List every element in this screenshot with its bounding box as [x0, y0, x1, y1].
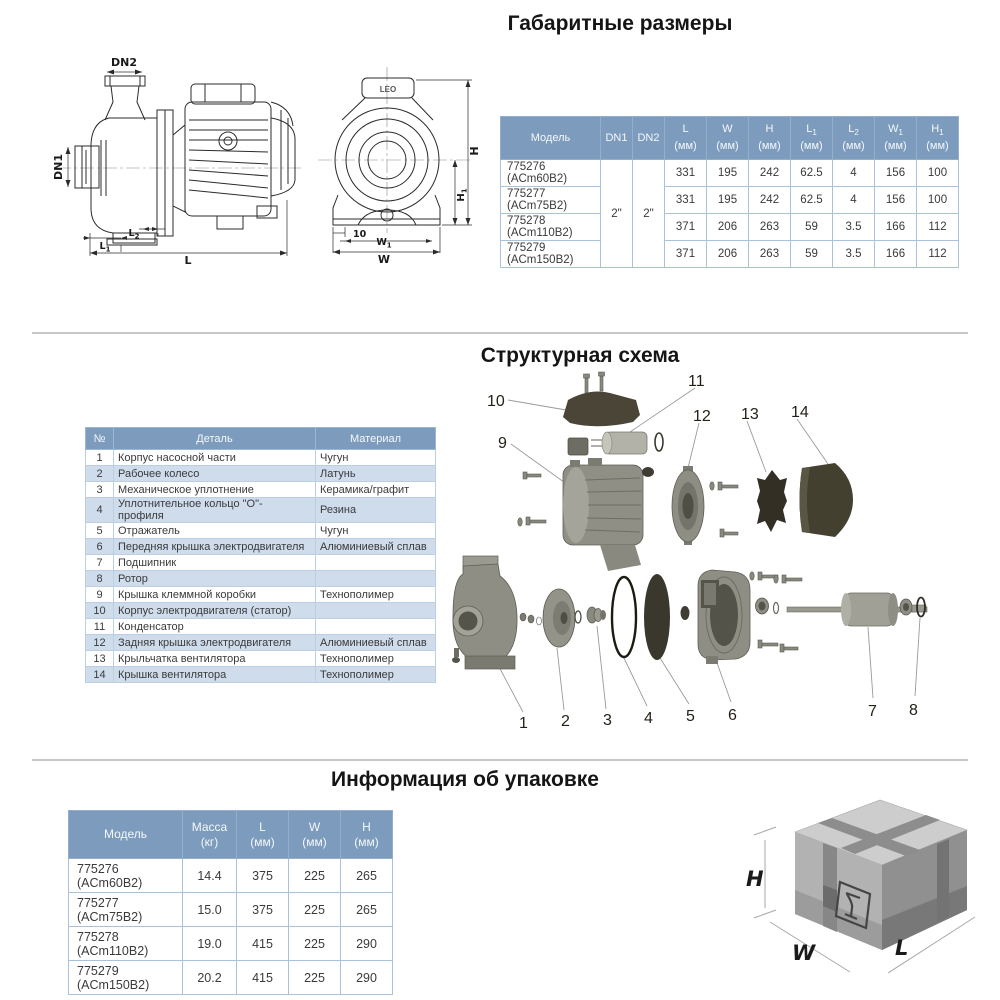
- part-label-8: 8: [909, 702, 918, 719]
- part-name-cell: Уплотнительное кольцо "О"- профиля: [114, 498, 316, 523]
- l1-label: $L_1$: [99, 241, 111, 254]
- part-name-cell: Крыльчатка вентилятора: [114, 651, 316, 667]
- table-row: [501, 160, 959, 187]
- part-name-cell: Ротор: [114, 571, 316, 587]
- value-cell: 206: [707, 241, 749, 268]
- value-cell: 19.0: [183, 927, 237, 961]
- section-divider: [32, 332, 968, 334]
- parts-header-row: [86, 428, 436, 450]
- model-cell: 775277 (ACm75B2): [69, 893, 183, 927]
- dn2-label: DN2: [111, 56, 137, 69]
- part-number-labels: [487, 373, 918, 732]
- col-dn1: DN1: [601, 117, 633, 160]
- spacer: [681, 606, 690, 620]
- col-model: Модель: [501, 117, 601, 160]
- model-cell: 775278 (ACm110B2): [501, 214, 601, 241]
- width-dimensions: [333, 227, 440, 266]
- section-title-packaging: Информация об упаковке: [331, 768, 599, 791]
- part-material-cell: Технополимер: [316, 587, 436, 603]
- stator-screws: [518, 472, 546, 526]
- value-cell: 3.5: [833, 214, 875, 241]
- part-name-cell: Задняя крышка электродвигателя: [114, 635, 316, 651]
- part-material-cell: Латунь: [316, 466, 436, 482]
- model-cell: 775279 (ACm150B2): [69, 961, 183, 995]
- shaft-ring: [575, 611, 581, 623]
- mechanical-seal: [587, 607, 606, 623]
- value-cell: 290: [341, 961, 393, 995]
- col-l2: $L_2$ (мм): [833, 117, 875, 160]
- part-number-cell: 11: [86, 619, 114, 635]
- pump-body: [75, 118, 157, 245]
- part-label-4: 4: [644, 710, 653, 727]
- table-row: [69, 927, 393, 961]
- value-cell: 59: [791, 241, 833, 268]
- col-w: W (мм): [289, 811, 341, 859]
- rear-cover-bolts: [710, 482, 738, 537]
- terminal-block: [568, 438, 603, 455]
- col-l1: $L_1$ (мм): [791, 117, 833, 160]
- table-row: [501, 214, 959, 241]
- part-number-cell: 9: [86, 587, 114, 603]
- value-cell: 331: [665, 187, 707, 214]
- value-cell: 112: [917, 214, 959, 241]
- package-box-drawing: [740, 790, 990, 995]
- col-number: №: [86, 428, 114, 450]
- stator-body: [563, 458, 654, 571]
- col-h: H (мм): [749, 117, 791, 160]
- table-row: [86, 651, 436, 667]
- pump-front-view-drawing: [320, 45, 485, 265]
- col-l: L (мм): [665, 117, 707, 160]
- capacitor: [602, 432, 663, 454]
- part-name-cell: Корпус насосной части: [114, 450, 316, 466]
- value-cell: 263: [749, 241, 791, 268]
- bearing: [756, 598, 779, 614]
- col-h: H (мм): [341, 811, 393, 859]
- table-row: [69, 961, 393, 995]
- value-cell: 4: [833, 187, 875, 214]
- model-cell: 775276 (ACm60B2): [501, 160, 601, 187]
- front-motor-cover: [698, 570, 750, 664]
- part-name-cell: Крышка вентилятора: [114, 667, 316, 683]
- part-material-cell: Чугун: [316, 450, 436, 466]
- value-cell: 62.5: [791, 160, 833, 187]
- box-h-label: H: [746, 867, 764, 891]
- parts-table-body: [86, 450, 436, 683]
- value-cell: 415: [237, 927, 289, 961]
- section-title-structure: Структурная схема: [480, 344, 680, 367]
- part-name-cell: Механическое уплотнение: [114, 482, 316, 498]
- part-label-9: 9: [498, 435, 507, 452]
- value-cell: 3.5: [833, 241, 875, 268]
- value-cell: 375: [237, 859, 289, 893]
- value-cell: 4: [833, 160, 875, 187]
- part-name-cell: Крышка клеммной коробки: [114, 587, 316, 603]
- value-cell: 415: [237, 961, 289, 995]
- part-number-cell: 13: [86, 651, 114, 667]
- col-material: Материал: [316, 428, 436, 450]
- value-cell: 62.5: [791, 187, 833, 214]
- part-material-cell: [316, 619, 436, 635]
- pump-housing: [452, 556, 517, 669]
- dn1-label: DN1: [52, 154, 65, 180]
- part-material-cell: Технополимер: [316, 651, 436, 667]
- part-number-cell: 6: [86, 539, 114, 555]
- part-name-cell: Рабочее колесо: [114, 466, 316, 482]
- col-part: Деталь: [114, 428, 316, 450]
- table-row: [501, 241, 959, 268]
- part-number-cell: 2: [86, 466, 114, 482]
- table-row: [86, 450, 436, 466]
- part-name-cell: Отражатель: [114, 523, 316, 539]
- col-dn2: DN2: [633, 117, 665, 160]
- part-label-6: 6: [728, 707, 737, 724]
- part-label-10: 10: [487, 393, 505, 410]
- part-number-cell: 14: [86, 667, 114, 683]
- model-cell: 775277 (ACm75B2): [501, 187, 601, 214]
- value-cell: 242: [749, 187, 791, 214]
- value-cell: 166: [875, 241, 917, 268]
- value-cell: 225: [289, 893, 341, 927]
- dn2-dimension: [107, 56, 142, 75]
- table-row: [69, 859, 393, 893]
- part-material-cell: [316, 603, 436, 619]
- part-label-1: 1: [519, 715, 528, 732]
- rotor-shaft: [787, 593, 927, 626]
- terminal-cover-screws: [584, 372, 605, 393]
- dimensions-table: [500, 116, 959, 268]
- col-l: L (мм): [237, 811, 289, 859]
- height-dimensions: [416, 80, 481, 225]
- value-cell: 375: [237, 893, 289, 927]
- section-title-dimensions: Габаритные размеры: [507, 12, 733, 35]
- part-number-cell: 12: [86, 635, 114, 651]
- col-h1: $H_1$ (мм): [917, 117, 959, 160]
- table-row: [86, 667, 436, 683]
- part-name-cell: Передняя крышка электродвигателя: [114, 539, 316, 555]
- o-ring-small: [655, 433, 663, 451]
- table-row: [86, 587, 436, 603]
- packaging-header-row: [69, 811, 393, 859]
- fan-impeller: [757, 470, 787, 532]
- table-row: [501, 187, 959, 214]
- table-row: [86, 539, 436, 555]
- dn1-dimension: [52, 147, 71, 187]
- part-number-cell: 7: [86, 555, 114, 571]
- table-row: [86, 619, 436, 635]
- pump-side-view-drawing: [52, 40, 305, 267]
- table-row: [86, 603, 436, 619]
- value-cell: 100: [917, 187, 959, 214]
- part-label-13: 13: [741, 406, 759, 423]
- table-row: [86, 555, 436, 571]
- value-cell: 331: [665, 160, 707, 187]
- part-number-cell: 4: [86, 498, 114, 523]
- h-label: H: [468, 146, 481, 156]
- part-material-cell: [316, 571, 436, 587]
- motor-body: [157, 84, 295, 236]
- front-casing: [333, 78, 440, 225]
- table-row: [86, 635, 436, 651]
- part-number-cell: 3: [86, 482, 114, 498]
- value-cell: 156: [875, 160, 917, 187]
- table-row: [86, 523, 436, 539]
- part-material-cell: Алюминиевый сплав: [316, 539, 436, 555]
- w1-label: $W_1$: [376, 237, 392, 250]
- part-label-5: 5: [686, 708, 695, 725]
- value-cell: 263: [749, 214, 791, 241]
- rear-motor-cover: [672, 466, 704, 545]
- value-cell: 20.2: [183, 961, 237, 995]
- value-cell: 112: [917, 241, 959, 268]
- col-w1: $W_1$ (мм): [875, 117, 917, 160]
- ten-label: 10: [353, 229, 367, 240]
- part-label-3: 3: [603, 712, 612, 729]
- dimensions-header-row: [501, 117, 959, 160]
- part-number-cell: 5: [86, 523, 114, 539]
- table-row: [86, 466, 436, 482]
- value-cell: 206: [707, 214, 749, 241]
- part-material-cell: Резина: [316, 498, 436, 523]
- part-number-cell: 8: [86, 571, 114, 587]
- value-cell: 195: [707, 187, 749, 214]
- part-label-14: 14: [791, 404, 809, 421]
- part-material-cell: Технополимер: [316, 667, 436, 683]
- value-cell: 225: [289, 961, 341, 995]
- part-material-cell: Алюминиевый сплав: [316, 635, 436, 651]
- col-model: Модель: [69, 811, 183, 859]
- value-cell: 225: [289, 927, 341, 961]
- part-label-2: 2: [561, 713, 570, 730]
- table-row: [86, 571, 436, 587]
- dn2-cell: 2": [633, 160, 665, 268]
- strap: [937, 839, 949, 922]
- section-divider: [32, 759, 968, 761]
- o-ring: [612, 577, 636, 657]
- value-cell: 59: [791, 214, 833, 241]
- part-label-12: 12: [693, 408, 711, 425]
- part-number-cell: 10: [86, 603, 114, 619]
- value-cell: 290: [341, 927, 393, 961]
- impeller: [543, 589, 581, 647]
- value-cell: 166: [875, 214, 917, 241]
- value-cell: 371: [665, 214, 707, 241]
- part-material-cell: [316, 555, 436, 571]
- box-3d: [795, 800, 967, 950]
- value-cell: 265: [341, 859, 393, 893]
- col-mass: Масса (кг): [183, 811, 237, 859]
- part-name-cell: Корпус электродвигателя (статор): [114, 603, 316, 619]
- table-row: [86, 498, 436, 523]
- deflector-disc: [644, 574, 670, 660]
- table-row: [86, 482, 436, 498]
- discharge-port: [105, 76, 145, 120]
- value-cell: 195: [707, 160, 749, 187]
- model-cell: 775276 (ACm60B2): [69, 859, 183, 893]
- part-number-cell: 1: [86, 450, 114, 466]
- h1-label: $H_1$: [456, 188, 469, 202]
- value-cell: 225: [289, 859, 341, 893]
- model-cell: 775279 (ACm150B2): [501, 241, 601, 268]
- box-l-label: L: [895, 936, 909, 960]
- part-name-cell: Конденсатор: [114, 619, 316, 635]
- table-row: [69, 893, 393, 927]
- parts-table: [85, 427, 436, 683]
- l-label: L: [184, 254, 192, 267]
- impeller-nuts: [520, 613, 542, 625]
- w-label: W: [377, 253, 391, 266]
- part-material-cell: Чугун: [316, 523, 436, 539]
- part-label-11: 11: [688, 373, 705, 390]
- l2-label: $L_2$: [128, 228, 140, 241]
- model-cell: 775278 (ACm110B2): [69, 927, 183, 961]
- part-name-cell: Подшипник: [114, 555, 316, 571]
- col-w: W (мм): [707, 117, 749, 160]
- value-cell: 242: [749, 160, 791, 187]
- part-label-7: 7: [868, 703, 877, 720]
- exploded-view-diagram: [440, 360, 970, 755]
- value-cell: 265: [341, 893, 393, 927]
- terminal-box-cover: [563, 392, 640, 427]
- value-cell: 14.4: [183, 859, 237, 893]
- packaging-table: [68, 810, 393, 995]
- value-cell: 15.0: [183, 893, 237, 927]
- dn1-cell: 2": [601, 160, 633, 268]
- part-material-cell: Керамика/графит: [316, 482, 436, 498]
- box-w-label: W: [792, 941, 816, 965]
- brand-logo: LEO: [379, 85, 397, 94]
- value-cell: 371: [665, 241, 707, 268]
- value-cell: 100: [917, 160, 959, 187]
- value-cell: 156: [875, 187, 917, 214]
